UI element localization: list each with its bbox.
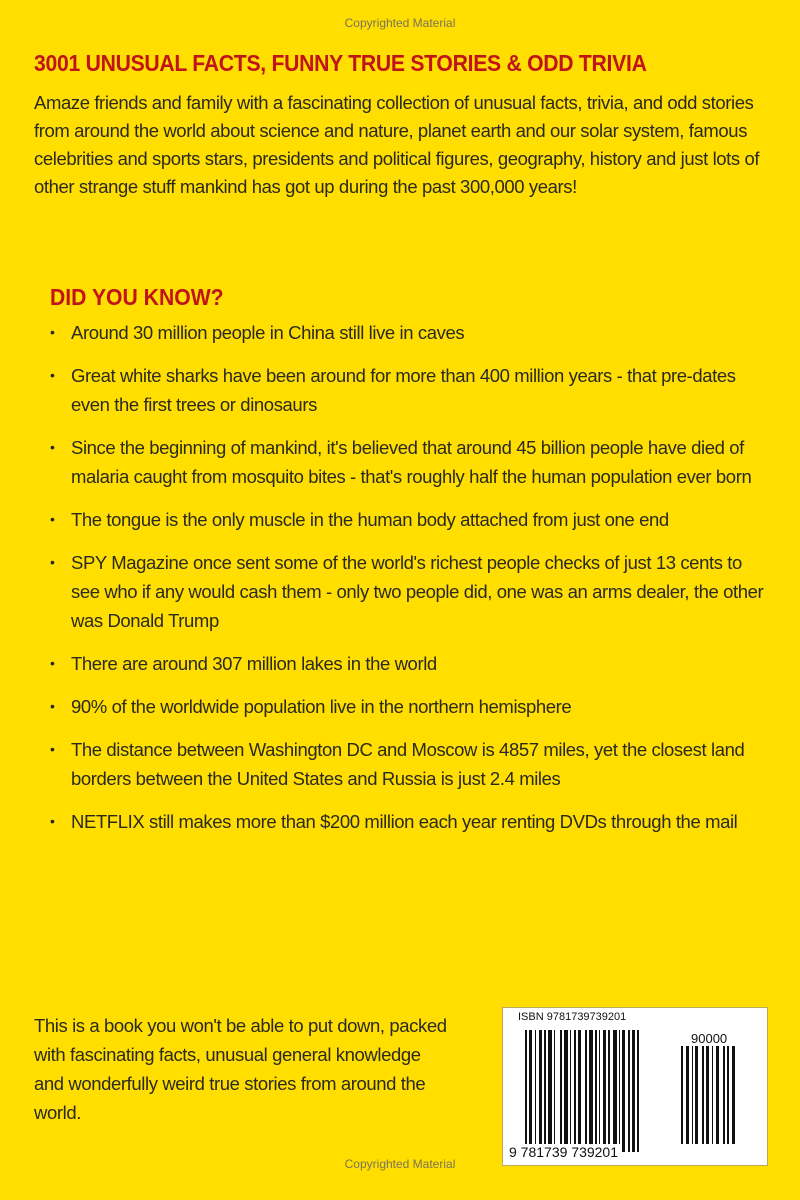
bullet-icon: • (50, 554, 55, 570)
watermark-bottom: Copyrighted Material (344, 1157, 456, 1171)
fact-item: • NETFLIX still makes more than $200 million each year renting DVDs through the mail (48, 807, 768, 836)
bullet-icon: • (50, 813, 55, 829)
section-heading: DID YOU KNOW? (50, 284, 224, 310)
fact-item: • Around 30 million people in China still live in caves (48, 318, 768, 347)
fact-item: • SPY Magazine once sent some of the world's richest people checks of just 13 cents to see who if any would cash them - only two people did, one was an arms dealer, the other was Donald Trump (48, 548, 768, 635)
fact-item: • Since the beginning of mankind, it's believed that around 45 billion people have died of malaria caught from mosquito bites - that's roughly half the human population ever born (48, 433, 768, 491)
watermark-top: Copyrighted Material (344, 16, 456, 30)
barcode-bars (525, 1030, 689, 1152)
facts-list (48, 318, 768, 836)
addon-bars (681, 1046, 757, 1144)
bullet-icon: • (50, 511, 55, 527)
fact-item: • There are around 307 million lakes in the world (48, 649, 768, 678)
bullet-icon: • (50, 698, 55, 714)
fact-item: • The tongue is the only muscle in the human body attached from just one end (48, 505, 768, 534)
bullet-icon: • (50, 655, 55, 671)
isbn-barcode (502, 1007, 768, 1166)
outro-paragraph: This is a book you won't be able to put down, packed with fascinating facts, unusual general knowledge and wonderfully weird true stories from around the world. (34, 1015, 447, 1123)
barcode-digits: 9 781739 739201 (509, 1144, 618, 1160)
fact-item: • Great white sharks have been around for more than 400 million years - that pre-dates even the first trees or dinosaurs (48, 361, 768, 419)
price-addon: 90000 (691, 1031, 728, 1046)
bullet-icon: • (50, 439, 55, 455)
bullet-icon: • (50, 324, 55, 340)
book-title: 3001 UNUSUAL FACTS, FUNNY TRUE STORIES & ODD TRIVIA (34, 50, 647, 76)
fact-item: • The distance between Washington DC and Moscow is 4857 miles, yet the closest land borders between the United States and Russia is just 2.4 miles (48, 735, 768, 793)
intro-paragraph: Amaze friends and family with a fascinating collection of unusual facts, trivia, and odd stories from around the world about science and nature, planet earth and our solar system, famous celebrities and sports stars, presidents and political figures, geography, history and just lots of other strange stuff mankind has got up during the past 300,000 years! (34, 92, 760, 197)
isbn-label: ISBN 9781739739201 (518, 1011, 627, 1023)
bullet-icon: • (50, 367, 55, 383)
bullet-icon: • (50, 741, 55, 757)
fact-item: • 90% of the worldwide population live in the northern hemisphere (48, 692, 768, 721)
